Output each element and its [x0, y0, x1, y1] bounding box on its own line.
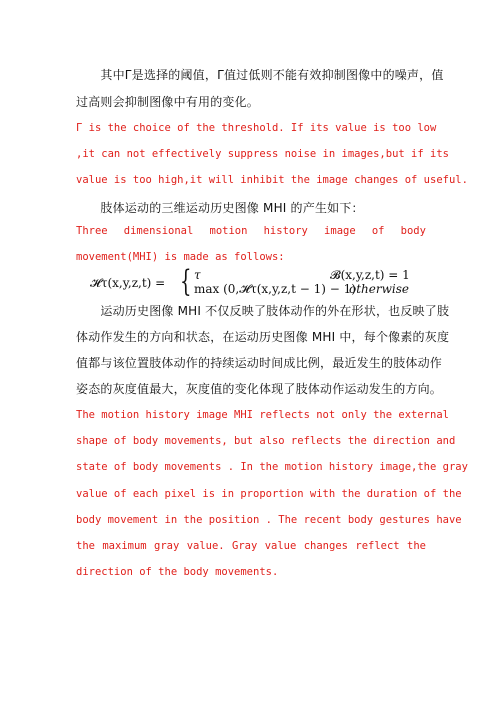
en-paragraph-3-line-3: state of body movements . In the motion history image,the gray — [76, 461, 468, 473]
word: value. — [186, 540, 225, 552]
formula-lhs: 𝓗τ(x,y,z,t) = — [90, 276, 166, 290]
formula-brace: { — [180, 264, 192, 299]
en-paragraph-1-line-3: value is too high,it will inhibit the image changes of useful. — [76, 174, 468, 186]
en-paragraph-3-line-4: value of each pixel is in proportion with the duration of the — [76, 488, 462, 500]
word: of — [371, 225, 385, 237]
word: the — [76, 540, 95, 552]
word: reflect — [355, 540, 400, 552]
en-paragraph-2-line-2: movement(MHI) is made as follows: — [76, 251, 285, 263]
mhi-formula — [90, 264, 440, 300]
en-paragraph-1-line-1: Γ is the choice of the threshold. If its value is too low — [76, 122, 437, 134]
en-paragraph-3-line-5: body movement in the position . The recent body gestures have — [76, 514, 462, 526]
en-paragraph-2-line-1 — [76, 225, 426, 237]
formula-case-1-value: τ — [194, 268, 201, 282]
zh-paragraph-2-line-1: 肢体运动的三维运动历史图像 MHI 的产生如下： — [76, 201, 364, 215]
zh-paragraph-1-line-2: 过高则会抑制图像中有用的变化。 — [76, 95, 260, 109]
word: dimensional — [123, 225, 194, 237]
word: value — [264, 540, 297, 552]
en-paragraph-1-line-2: ,it can not effectively suppress noise in images,but if its — [76, 148, 449, 160]
en-paragraph-3-line-6 — [76, 540, 426, 552]
word: image — [324, 225, 356, 237]
word: Gray — [232, 540, 258, 552]
zh-paragraph-3-line-1: 运动历史图像 MHI 不仅反映了肢体动作的外在形状，也反映了肢 — [76, 304, 450, 318]
formula-case-2-condition: otherwise — [349, 282, 409, 296]
word: gray — [154, 540, 180, 552]
zh-paragraph-3-line-4: 姿态的灰度值最大，灰度值的变化体现了肢体动作运动发生的方向。 — [76, 382, 443, 396]
en-paragraph-3-line-1: The motion history image MHI reflects not only the external — [76, 409, 449, 421]
word: history — [263, 225, 308, 237]
formula-case-1-condition: 𝓑(x,y,z,t) = 1 — [330, 268, 410, 282]
en-paragraph-3-line-7: direction of the body movements. — [76, 566, 279, 578]
zh-paragraph-3-line-3: 值都与该位置肢体动作的持续运动时间成比例，最近发生的肢体动作 — [76, 356, 443, 370]
word: motion — [209, 225, 248, 237]
word: the — [407, 540, 426, 552]
zh-paragraph-3-line-2: 体动作发生的方向和状态，在运动历史图像 MHI 中，每个像素的灰度 — [76, 330, 450, 344]
word: changes — [303, 540, 348, 552]
word: maximum — [102, 540, 147, 552]
word: body — [400, 225, 426, 237]
word: Three — [76, 225, 108, 237]
formula-case-2-value: max (0,𝓗τ(x,y,z,t − 1) − 1) — [194, 282, 356, 296]
zh-paragraph-1-line-1: 其中Γ是选择的阈值，Γ值过低则不能有效抑制图像中的噪声，值 — [76, 68, 444, 82]
en-paragraph-3-line-2: shape of body movements, but also reflects the direction and — [76, 435, 456, 447]
